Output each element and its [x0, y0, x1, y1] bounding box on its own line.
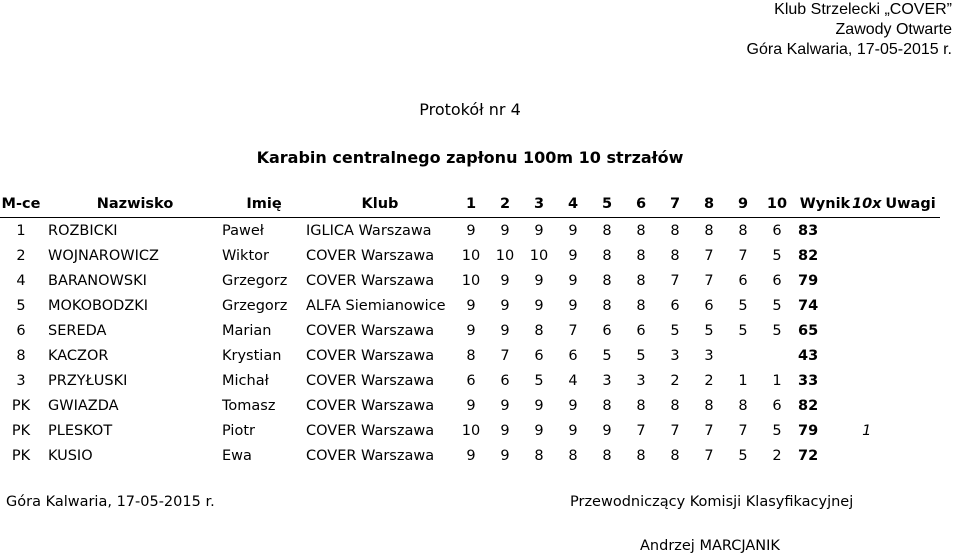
cell-tens: [852, 343, 882, 368]
cell-place: 6: [16, 322, 26, 339]
protocol-number: Protokół nr 4: [419, 100, 521, 119]
cell-shot-8: 7: [704, 272, 714, 289]
cell-surname: GWIAZDA: [48, 397, 119, 414]
cell-club: COVER Warszawa: [306, 247, 435, 264]
cell-shot-1: 10: [461, 272, 481, 289]
cell-shot-9: 7: [738, 247, 748, 264]
cell-shot-3: 5: [534, 372, 544, 389]
cell-tens: [852, 318, 882, 343]
col-tens: 10x: [852, 195, 882, 212]
cell-shot-1: 9: [466, 397, 476, 414]
col-shot-1: 1: [465, 195, 477, 212]
cell-remarks: [882, 318, 940, 343]
cell-place: PK: [11, 422, 31, 439]
cell-shot-2: 9: [500, 222, 510, 239]
cell-shot-3: 9: [534, 397, 544, 414]
cell-remarks: [882, 443, 940, 468]
cell-shot-8: 2: [704, 372, 714, 389]
cell-shot-10: 5: [772, 322, 782, 339]
cell-name: Paweł: [222, 222, 264, 239]
cell-shot-2: 9: [500, 447, 510, 464]
col-surname: Nazwisko: [96, 195, 174, 212]
col-remarks: Uwagi: [885, 195, 936, 212]
cell-shot-7: 7: [670, 422, 680, 439]
cell-shot-6: 7: [636, 422, 646, 439]
cell-shot-1: 9: [466, 222, 476, 239]
event-type: Zawody Otwarte: [835, 21, 952, 38]
cell-shot-7: 3: [670, 347, 680, 364]
cell-shot-7: 2: [670, 372, 680, 389]
header-row: [0, 190, 940, 218]
cell-tens: [852, 243, 882, 268]
col-club: Klub: [361, 195, 399, 212]
cell-shot-5: 6: [602, 322, 612, 339]
cell-result: 82: [798, 247, 819, 264]
table-row: [0, 343, 940, 368]
col-shot-7: 7: [669, 195, 681, 212]
cell-shot-7: 8: [670, 247, 680, 264]
cell-shot-3: 6: [534, 347, 544, 364]
cell-shot-9: [726, 343, 760, 368]
cell-shot-4: 9: [568, 272, 578, 289]
cell-club: COVER Warszawa: [306, 422, 435, 439]
cell-shot-8: 7: [704, 447, 714, 464]
cell-remarks: [882, 393, 940, 418]
cell-result: 65: [798, 322, 819, 339]
cell-club: COVER Warszawa: [306, 447, 435, 464]
cell-shot-6: 8: [636, 397, 646, 414]
cell-shot-9: 8: [738, 222, 748, 239]
table-row: [0, 368, 940, 393]
cell-shot-10: [760, 343, 794, 368]
col-shot-8: 8: [703, 195, 715, 212]
cell-place: 2: [16, 247, 26, 264]
cell-shot-6: 8: [636, 222, 646, 239]
cell-club: COVER Warszawa: [306, 272, 435, 289]
cell-place: 1: [16, 222, 26, 239]
cell-place: PK: [11, 447, 31, 464]
cell-result: 83: [798, 222, 819, 239]
cell-shot-5: 8: [602, 447, 612, 464]
cell-shot-3: 9: [534, 222, 544, 239]
signer-name: Andrzej MARCJANIK: [640, 538, 780, 554]
event-place-date: Góra Kalwaria, 17-05-2015 r.: [746, 41, 952, 58]
cell-shot-10: 6: [772, 272, 782, 289]
cell-shot-5: 8: [602, 247, 612, 264]
cell-shot-3: 8: [534, 447, 544, 464]
col-shot-2: 2: [499, 195, 511, 212]
cell-shot-1: 6: [466, 372, 476, 389]
cell-name: Marian: [222, 322, 272, 339]
col-shot-4: 4: [567, 195, 579, 212]
cell-remarks: [882, 293, 940, 318]
cell-name: Ewa: [222, 447, 252, 464]
table-row: [0, 393, 940, 418]
cell-tens: [852, 268, 882, 293]
cell-shot-9: 8: [738, 397, 748, 414]
cell-shot-7: 8: [670, 397, 680, 414]
table-row: [0, 268, 940, 293]
results-table: [0, 190, 940, 468]
cell-shot-4: 6: [568, 347, 578, 364]
cell-result: 74: [798, 297, 819, 314]
cell-place: 4: [16, 272, 26, 289]
cell-place: PK: [11, 397, 31, 414]
cell-shot-2: 9: [500, 422, 510, 439]
cell-shot-6: 5: [636, 347, 646, 364]
cell-shot-10: 1: [772, 372, 782, 389]
cell-place: 8: [16, 347, 26, 364]
competition-title: Karabin centralnego zapłonu 100m 10 strzałów: [256, 148, 684, 167]
cell-shot-2: 10: [495, 247, 515, 264]
cell-shot-5: 9: [602, 422, 612, 439]
cell-shot-2: 9: [500, 322, 510, 339]
cell-surname: PLESKOT: [48, 422, 113, 439]
cell-shot-7: 5: [670, 322, 680, 339]
cell-shot-1: 10: [461, 422, 481, 439]
cell-result: 79: [798, 422, 819, 439]
cell-remarks: [882, 368, 940, 393]
cell-tens: [852, 218, 882, 244]
col-name: Imię: [246, 195, 282, 212]
cell-name: Krystian: [222, 347, 282, 364]
cell-shot-9: 7: [738, 422, 748, 439]
cell-result: 72: [798, 447, 819, 464]
cell-place: 5: [16, 297, 26, 314]
cell-name: Michał: [222, 372, 269, 389]
cell-result: 43: [798, 347, 819, 364]
cell-tens: [852, 393, 882, 418]
cell-surname: BARANOWSKI: [48, 272, 147, 289]
cell-remarks: [882, 268, 940, 293]
col-shot-9: 9: [737, 195, 749, 212]
cell-shot-8: 5: [704, 322, 714, 339]
cell-tens: [852, 368, 882, 393]
cell-remarks: [882, 418, 940, 443]
table-row: [0, 318, 940, 343]
cell-club: IGLICA Warszawa: [306, 222, 432, 239]
cell-shot-10: 5: [772, 297, 782, 314]
cell-surname: SEREDA: [48, 322, 107, 339]
cell-shot-2: 9: [500, 397, 510, 414]
cell-shot-2: 6: [500, 372, 510, 389]
cell-surname: PRZYŁUSKI: [48, 372, 128, 389]
cell-shot-6: 8: [636, 272, 646, 289]
table-row: [0, 293, 940, 318]
footer-place-date: Góra Kalwaria, 17-05-2015 r.: [6, 494, 215, 510]
cell-tens: 1: [862, 422, 872, 439]
cell-shot-6: 8: [636, 447, 646, 464]
organizer-block: [747, 0, 952, 60]
table-row: [0, 243, 940, 268]
cell-shot-9: 1: [738, 372, 748, 389]
cell-shot-10: 5: [772, 422, 782, 439]
cell-name: Grzegorz: [222, 297, 288, 314]
col-shot-3: 3: [533, 195, 545, 212]
cell-shot-6: 8: [636, 297, 646, 314]
table-row: [0, 443, 940, 468]
cell-shot-2: 9: [500, 297, 510, 314]
cell-shot-8: 7: [704, 247, 714, 264]
cell-shot-9: 5: [738, 297, 748, 314]
cell-tens: [852, 443, 882, 468]
cell-remarks: [882, 343, 940, 368]
cell-shot-4: 9: [568, 247, 578, 264]
cell-shot-5: 8: [602, 397, 612, 414]
cell-club: COVER Warszawa: [306, 347, 435, 364]
cell-place: 3: [16, 372, 26, 389]
cell-surname: WOJNAROWICZ: [48, 247, 159, 264]
cell-remarks: [882, 243, 940, 268]
cell-shot-10: 2: [772, 447, 782, 464]
cell-shot-10: 6: [772, 222, 782, 239]
cell-club: ALFA Siemianowice: [306, 297, 446, 314]
cell-surname: KUSIO: [48, 447, 93, 464]
org-name: Klub Strzelecki „COVER”: [774, 1, 952, 18]
col-result: Wynik: [799, 195, 851, 212]
cell-shot-1: 9: [466, 447, 476, 464]
committee-chair-label: Przewodniczący Komisji Klasyfikacyjnej: [570, 494, 854, 510]
cell-shot-8: 8: [704, 222, 714, 239]
cell-surname: ROZBICKI: [48, 222, 118, 239]
cell-shot-1: 8: [466, 347, 476, 364]
cell-shot-1: 9: [466, 297, 476, 314]
cell-shot-4: 9: [568, 297, 578, 314]
cell-name: Tomasz: [222, 397, 276, 414]
cell-shot-3: 9: [534, 297, 544, 314]
cell-result: 33: [798, 372, 819, 389]
cell-shot-6: 6: [636, 322, 646, 339]
cell-shot-8: 3: [704, 347, 714, 364]
cell-shot-5: 8: [602, 297, 612, 314]
cell-shot-9: 5: [738, 322, 748, 339]
cell-shot-5: 8: [602, 222, 612, 239]
cell-shot-10: 5: [772, 247, 782, 264]
cell-surname: MOKOBODZKI: [48, 297, 149, 314]
cell-shot-4: 9: [568, 397, 578, 414]
cell-shot-4: 9: [568, 422, 578, 439]
cell-tens: [852, 293, 882, 318]
cell-shot-7: 6: [670, 297, 680, 314]
cell-shot-8: 6: [704, 297, 714, 314]
cell-remarks: [882, 218, 940, 244]
cell-club: COVER Warszawa: [306, 372, 435, 389]
table-row: [0, 418, 940, 443]
cell-shot-5: 5: [602, 347, 612, 364]
cell-shot-9: 5: [738, 447, 748, 464]
cell-shot-4: 9: [568, 222, 578, 239]
cell-name: Grzegorz: [222, 272, 288, 289]
cell-shot-1: 10: [461, 247, 481, 264]
cell-shot-2: 7: [500, 347, 510, 364]
cell-shot-10: 6: [772, 397, 782, 414]
cell-shot-3: 9: [534, 422, 544, 439]
cell-shot-4: 7: [568, 322, 578, 339]
cell-result: 82: [798, 397, 819, 414]
cell-shot-6: 8: [636, 247, 646, 264]
cell-shot-3: 9: [534, 272, 544, 289]
cell-shot-9: 6: [738, 272, 748, 289]
cell-shot-7: 8: [670, 222, 680, 239]
table-row: [0, 218, 940, 244]
cell-shot-7: 8: [670, 447, 680, 464]
cell-club: COVER Warszawa: [306, 397, 435, 414]
cell-shot-5: 8: [602, 272, 612, 289]
col-place: M-ce: [1, 195, 41, 212]
cell-name: Piotr: [222, 422, 255, 439]
cell-shot-4: 4: [568, 372, 578, 389]
cell-shot-3: 10: [529, 247, 549, 264]
col-shot-6: 6: [635, 195, 647, 212]
cell-shot-4: 8: [568, 447, 578, 464]
cell-club: COVER Warszawa: [306, 322, 435, 339]
cell-shot-7: 7: [670, 272, 680, 289]
cell-surname: KACZOR: [48, 347, 109, 364]
cell-shot-6: 3: [636, 372, 646, 389]
cell-shot-8: 7: [704, 422, 714, 439]
col-shot-5: 5: [601, 195, 613, 212]
cell-shot-1: 9: [466, 322, 476, 339]
cell-name: Wiktor: [222, 247, 269, 264]
cell-shot-5: 3: [602, 372, 612, 389]
cell-shot-3: 8: [534, 322, 544, 339]
col-shot-10: 10: [766, 195, 788, 212]
cell-shot-2: 9: [500, 272, 510, 289]
cell-result: 79: [798, 272, 819, 289]
cell-shot-8: 8: [704, 397, 714, 414]
